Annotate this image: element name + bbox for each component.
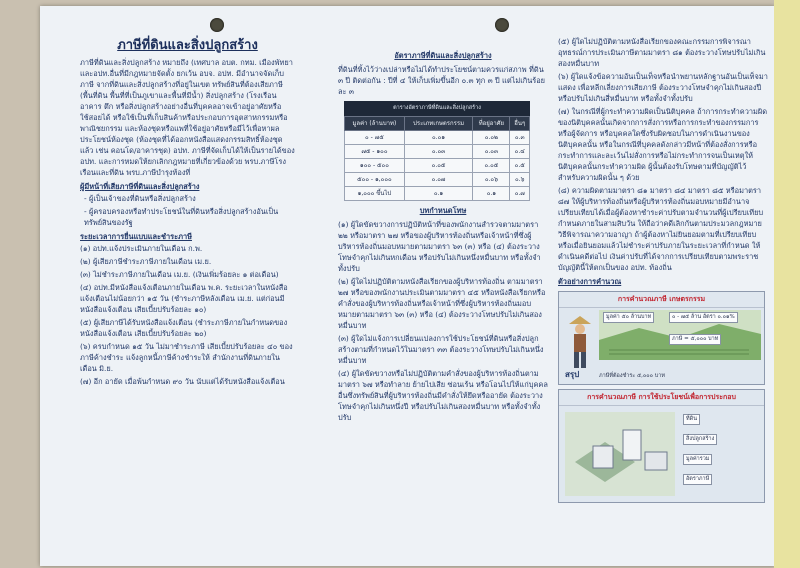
rate-table [344, 101, 530, 201]
table-cell: ๐.๓ [510, 131, 530, 145]
table-row [345, 187, 530, 201]
illustration-title: การคำนวณภาษี เกษตรกรรม [559, 292, 764, 308]
summary-label: สรุป [565, 370, 580, 379]
subject-heading: ผู้มีหน้าที่เสียภาษีที่ดินและสิ่งปลูกสร้าง [80, 182, 200, 191]
timeline-item: (๑) อปท.แจ้งประเมินภายในเดือน ก.พ. [80, 244, 203, 253]
timeline-heading: ระยะเวลาการยื่นแบบและชำระภาษี [80, 232, 192, 241]
timeline-item: (๓) ไม่ชำระภาษีภายในเดือน เม.ย. (เงินเพิ่มร้อยละ ๑ ต่อเดือน) [80, 270, 279, 279]
table-header: ประเภทเกษตรกรรม [404, 117, 473, 131]
timeline-item: (๕) ผู้เสียภาษีได้รับหนังสือแจ้งเตือน (ชำระภาษีภายในกำหนดของ หนังสือแจ้งเตือน เสียเบี้ยปรับร้อยละ ๒๐) [80, 318, 288, 338]
table-row [345, 131, 530, 145]
table-cell: ๐.๕ [510, 159, 530, 173]
timeline-item: (๔) อปท.มีหนังสือแจ้งเตือนภายในเดือน พ.ค. ระยะเวลาในหนังสือแจ้งเตือนไม่น้อยกว่า ๑๕ วัน (ชำระภาษีหลังเดือน เม.ย. แต่ก่อนมีหนังสือแจ้งเตือน เสียเบี้ยปรับร้อยละ ๑๐) [80, 283, 288, 314]
table-cell: ๐.๐๓ [473, 145, 510, 159]
table-cell: ๐.๑ [473, 187, 510, 201]
table-row [345, 145, 530, 159]
farmer-icon [565, 314, 595, 372]
example-heading: ตัวอย่างการคำนวณ [558, 277, 622, 286]
page-title: ภาษีที่ดินและสิ่งปลูกสร้าง [117, 38, 258, 53]
document-sheet [40, 6, 775, 566]
penalty-item: (๒) ผู้ใดไม่ปฏิบัติตามหนังสือเรียกของผู้บริหารท้องถิ่น ตามมาตรา ๒๗ หรือของพนักงานประเมินตามมาตรา ๔๕ หรือหนังสือเรียกหรือคำสั่งของผู้บริหารท้องถิ่นหรือเจ้าหน้าที่ซึ่งผู้บริหารท้องถิ่นมอบหมายตามมาตรา ๖๓ (๓) หรือ (๔) ต้องระวางโทษปรับไม่เกินสองหมื่นบาท [338, 277, 546, 330]
penalty-item: (๕) ผู้ใดไม่ปฏิบัติตามหนังสือเรียกของคณะกรรมการพิจารณาอุทธรณ์การประเมินภาษีตามมาตรา ๘๑ ต้องระวางโทษปรับไม่เกินสองหมื่นบาท [558, 37, 766, 68]
calc-box: ภาษี = ๕,๐๐๐ บาท [669, 334, 721, 345]
punch-hole [210, 18, 224, 32]
timeline-item: (๒) ผู้เสียภาษีชำระภาษีภายในเดือน เม.ย. [80, 257, 212, 266]
table-cell: ๐ - ๗๕ [345, 131, 405, 145]
penalty-item: (๔) ผู้ใดขัดขวางหรือไม่ปฏิบัติตามคำสั่งของผู้บริหารท้องถิ่นตามมาตรา ๖๗ หรือทำลาย ย้ายไปเสีย ซ่อนเร้น หรือโอนไปให้แก่บุคคลอื่นซึ่งทรัพย์สินที่ผู้บริหารท้องถิ่นมีคำสั่งให้ยึดหรืออายัด ต้องระวางโทษจำคุกไม่เกินหนึ่งปี หรือปรับไม่เกินสองหมื่นบาท หรือทั้งจำทั้งปรับ [338, 369, 548, 422]
table-cell: ๐.๐๕ [404, 159, 473, 173]
table-header: ที่อยู่อาศัย [473, 117, 510, 131]
penalty-item: (๘) ความผิดตามมาตรา ๘๑ มาตรา ๘๔ มาตรา ๘๕ หรือมาตรา ๘๗ ให้ผู้บริหารท้องถิ่นหรือผู้บริหารท้องถิ่นมอบหมายมีอำนาจเปรียบเทียบได้เมื่อผู้ต้องหาชำระค่าปรับตามจำนวนที่ผู้เปรียบเทียบกำหนดภายในสามสิบวัน ให้ถือว่าคดีเลิกกันตามประมวลกฎหมายวิธีพิจารณาความอาญา ถ้าผู้ต้องหาไม่ยินยอมตามที่เปรียบเทียบ หรือเมื่อยินยอมแล้วไม่ชำระค่าปรับภายในระยะเวลาที่กำหนด ให้ดำเนินคดีต่อไป เงินค่าปรับที่ได้จากการเปรียบเทียบตามพระราชบัญญัตินี้ให้ตกเป็นของ อปท. ท้องถิ่น [558, 186, 764, 272]
timeline-item: (๗) อีก อายัด เมื่อพ้นกำหนด ๙๐ วัน นับแต่ได้รับหนังสือแจ้งเตือน [80, 377, 285, 386]
table-cell: ๐.๐๑ [404, 131, 473, 145]
timeline-item: (๖) ครบกำหนด ๑๕ วัน ไม่มาชำระภาษี เสียเบี้ยปรับร้อยละ ๔๐ ของภาษีค้างชำระ แจ้งลูกหนี้ภาษีค้างชำระให้ สำนักงานที่ดินภายในเดือน มิ.ย. [80, 342, 293, 373]
background-paper-edge [774, 0, 800, 568]
calc-box: ที่ดิน [683, 414, 700, 425]
table-cell: ๐.๐๓ [404, 145, 473, 159]
table-cell: ๐.๐๒ [473, 131, 510, 145]
column-right [558, 36, 768, 503]
summary-value: ภาษีที่ต้องชำระ ๕,๐๐๐ บาท [599, 373, 665, 379]
table-cell: ๐.๑ [404, 187, 473, 201]
table-header: มูลค่า (ล้านบาท) [345, 117, 405, 131]
column-left [80, 36, 295, 389]
table-row [345, 173, 530, 187]
table-cell: ๑๐๐ - ๕๐๐ [345, 159, 405, 173]
buildings-icon [565, 412, 675, 496]
table-header: อื่นๆ [510, 117, 530, 131]
illustration-title: การคำนวณภาษี การใช้ประโยชน์เพื่อการประกอบ [559, 390, 764, 406]
table-row [345, 159, 530, 173]
subject-item: - ผู้เป็นเจ้าของที่ดินหรือสิ่งปลูกสร้าง [84, 194, 196, 203]
table-cell: ๐.๐๗ [404, 173, 473, 187]
table-cell: ๐.๔ [510, 145, 530, 159]
table-cell: ๐.๐๕ [473, 159, 510, 173]
penalty-heading: บทกำหนดโทษ [419, 206, 467, 215]
calc-box: มูลค่ารวม [683, 454, 712, 465]
rate-paragraph: ที่ดินที่ทิ้งไว้ว่างเปล่าหรือไม่ได้ทำประโยชน์ตามควรแก่สภาพ ที่ดิน ๓ ปี ติดต่อกัน : ปีที่ ๔ ให้เก็บเพิ่มขึ้นอีก ๐.๓ ทุก ๓ ปี แต่ไม่เกินร้อยละ ๓ [338, 65, 546, 96]
rate-heading: อัตราภาษีที่ดินและสิ่งปลูกสร้าง [394, 51, 492, 60]
penalty-item: (๖) ผู้ใดแจ้งข้อความอันเป็นเท็จหรือนำพยานหลักฐานอันเป็นเท็จมาแสดง เพื่อหลีกเลี่ยงการเสียภาษี ต้องระวางโทษจำคุกไม่เกินสองปี หรือปรับไม่เกินสี่หมื่นบาท หรือทั้งจำทั้งปรับ [558, 72, 768, 103]
table-cell: ๗๕ - ๑๐๐ [345, 145, 405, 159]
penalty-item: (๑) ผู้ใดขัดขวางการปฏิบัติหน้าที่ของพนักงานสำรวจตามมาตรา ๒๒ หรือมาตรา ๒๗ หรือของผู้บริหารท้องถิ่นหรือเจ้าหน้าที่ซึ่งผู้บริหารท้องถิ่นมอบหมายตามมาตรา ๖๓ (๓) หรือ (๔) ต้องระวางโทษจำคุกไม่เกินหกเดือน หรือปรับไม่เกินหนึ่งหมื่นบาท หรือทั้งจำทั้งปรับ [338, 220, 541, 273]
table-cell: ๑,๐๐๐ ขึ้นไป [345, 187, 405, 201]
punch-hole [495, 18, 509, 32]
example-illustration-agriculture [558, 291, 765, 385]
table-cell: ๐.๖ [510, 173, 530, 187]
penalty-item: (๗) ในกรณีที่ผู้กระทำความผิดเป็นนิติบุคคล ถ้าการกระทำความผิดของนิติบุคคลนั้นเกิดจากการสั่งการหรือการกระทำของกรรมการ หรือผู้จัดการ หรือบุคคลใดซึ่งรับผิดชอบในการดำเนินงานของนิติบุคคลนั้น หรือในกรณีที่บุคคลดังกล่าวมีหน้าที่ต้องสั่งการหรือกระทำการและละเว้นไม่สั่งการหรือไม่กระทำการจนเป็นเหตุให้นิติบุคคลนั้นกระทำความผิด ผู้นั้นต้องรับโทษตามที่บัญญัติไว้สำหรับความผิดนั้น ๆ ด้วย [558, 107, 767, 182]
subject-item: - ผู้ครอบครองหรือทำประโยชน์ในที่ดินหรือสิ่งปลูกสร้างอันเป็นทรัพย์สินของรัฐ [84, 207, 279, 227]
calc-box: อัตราภาษี [683, 474, 712, 485]
table-cell: ๐.๗ [510, 187, 530, 201]
column-middle [338, 46, 548, 425]
penalty-item: (๓) ผู้ใดไม่แจ้งการเปลี่ยนแปลงการใช้ประโยชน์ที่ดินหรือสิ่งปลูกสร้างตามที่กำหนดไว้ในมาตรา ๓๓ ต้องระวางโทษปรับไม่เกินหนึ่งหมื่นบาท [338, 334, 544, 365]
calc-box: สิ่งปลูกสร้าง [683, 434, 717, 445]
table-cell: ๐.๐๖ [473, 173, 510, 187]
calc-box: ๐ - ๗๕ ล้าน อัตรา ๐.๐๑% [669, 312, 738, 323]
rate-table-caption: ตารางอัตราภาษีที่ดินและสิ่งปลูกสร้าง [344, 101, 530, 116]
table-cell: ๕๐๐ - ๑,๐๐๐ [345, 173, 405, 187]
example-illustration-commercial [558, 389, 765, 503]
calc-box: มูลค่า ๕๐ ล้านบาท [603, 312, 654, 323]
intro-paragraph: ภาษีที่ดินและสิ่งปลูกสร้าง หมายถึง (เทศบาล อบต. กทม. เมืองพัทยา และอปท.อื่นที่มีกฎหมายจัดตั้ง ยกเว้น อบจ. อปท. มีอำนาจจัดเก็บภาษี จากที่ดินและสิ่งปลูกสร้างที่อยู่ในเขต ทรัพย์สินที่ต้องเสียภาษี (พื้นที่ดิน พื้นที่ที่เป็นภูเขาและพื้นที่มีน้ำ) สิ่งปลูกสร้าง (โรงเรือน อาคาร ตึก หรือสิ่งปลูกสร้างอย่างอื่นที่บุคคลอาจเข้าอยู่อาศัยหรือใช้สอยได้ หรือใช้เป็นที่เก็บสินค้าหรือประกอบการอุตสาหกรรมหรือพาณิชยกรรม และห้องชุดหรือแพที่ใช้อยู่อาศัยหรือมีไว้เพื่อหาผลประโยชน์ห้องชุด (ห้องชุดที่ได้ออกหนังสือแสดงกรรมสิทธิ์ห้องชุดแล้ว เช่น คอนโด/อาคารชุด) อปท. ภาษีที่จัดเก็บได้ให้เป็นรายได้ของ อปท. และการหมดให้ยกเลิกกฎหมายที่เกี่ยวข้องด้วย พรบ.ภาษีโรงเรือนและที่ดิน พรบ.ภาษีบำรุงท้องที่ [80, 58, 295, 177]
